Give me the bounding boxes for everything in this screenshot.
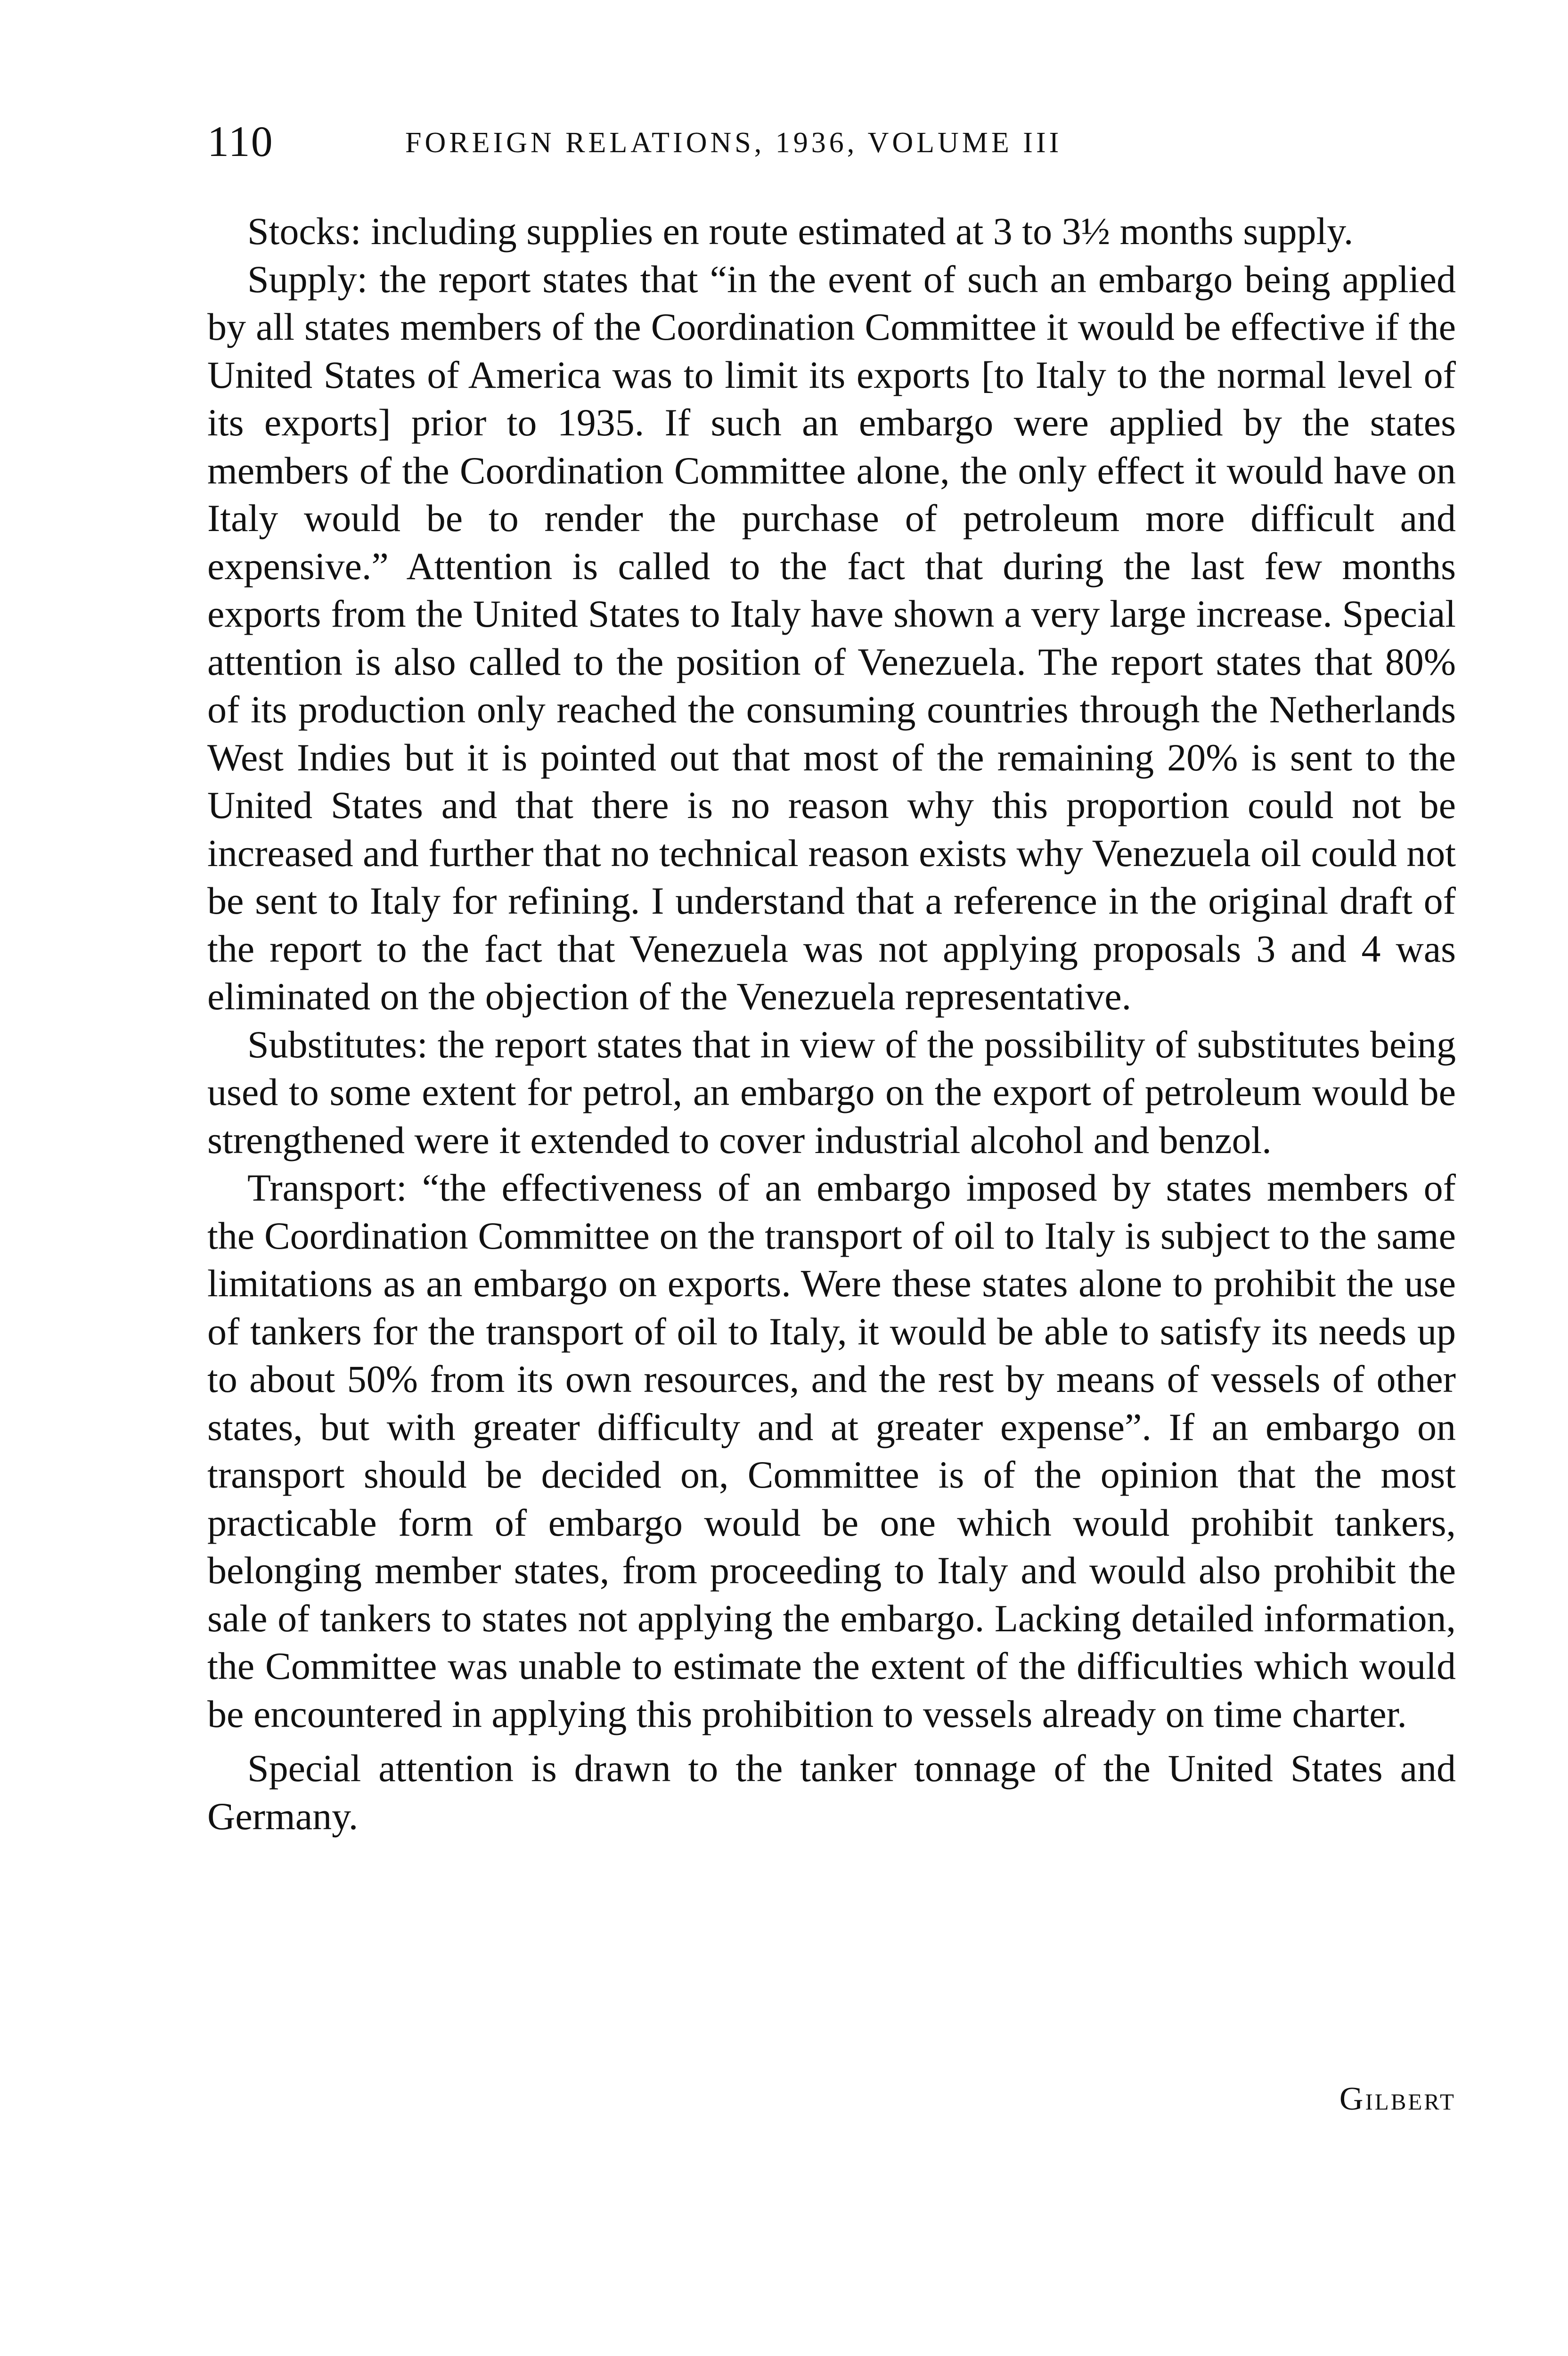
paragraph-substitutes: Substitutes: the report states that in view of the possibility of substitutes being used to some extent for petrol, an embargo on the export of petroleum would be strengthened were it extended to cover industrial alcohol and benzol. [207,1023,1456,1162]
page-number: 110 [207,117,274,165]
paragraph-closing: Special attention is drawn to the tanker tonnage of the United States and Germany. [207,1747,1456,1838]
paragraph-supply: Supply: the report states that “in the event of such an embargo being applied by all states members of the Coordination Committee it would be effective if the United States of America was to limit its exports [to Italy to the normal level of its exports] prior to 1935. If such an embargo were applied by the states members of the Coordination Committee alone, the only effect it would have on Italy would be to render the purchase of petroleum more difficult and expensive.” Attention is called to the fact that during the last few months exports from the United States to Italy have shown a very large increase. Special attention is also called to the position of Venezuela. The report states that 80% of its production only reached the consuming countries through the Netherlands West Indies but it is pointed out that most of the remaining 20% is sent to the United States and that there is no reason why this proportion could not be increased and further that no technical reason exists why Venezuela oil could not be sent to Italy for refining. I understand that a reference in the original draft of the report to the fact that Venezuela was not applying proposals 3 and 4 was eliminated on the objection of the Venezuela representative. [207,257,1456,1018]
running-title: FOREIGN RELATIONS, 1936, VOLUME III [405,127,1062,159]
document-page [207,0,1456,2356]
running-header [207,113,1456,170]
document-body [207,207,1456,1840]
paragraph-transport: Transport: “the effectiveness of an embargo imposed by states members of the Coordination Committee on the transport of oil to Italy is subject to the same limitations as an embargo on exports. Were these states alone to prohibit the use of tankers for the transport of oil to Italy, it would be able to satisfy its needs up to about 50% from its own resources, and the rest by means of vessels of other states, but with greater difficulty and at greater expense”. If an embargo on transport should be decided on, Committee is of the opinion that the most practicable form of embargo would be one which would prohibit tankers, belonging member states, from proceeding to Italy and would also prohibit the sale of tankers to states not applying the embargo. Lacking detailed information, the Committee was unable to estimate the extent of the difficulties which would be encountered in applying this prohibition to vessels already on time charter. [207,1166,1456,1735]
signature: Gilbert [1339,2081,1456,2117]
paragraph-stocks: Stocks: including supplies en route estimated at 3 to 3½ months supply. [247,210,1354,253]
